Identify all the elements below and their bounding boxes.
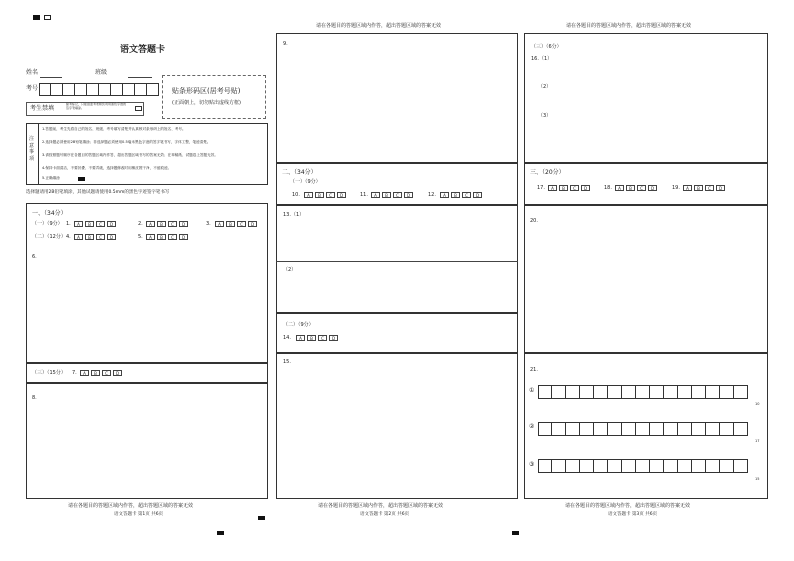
q14-options[interactable]: A B C D <box>296 335 340 342</box>
section2-title: 二、（34分） <box>282 169 317 176</box>
col2-sub2-title: （二）（9分） <box>283 322 314 328</box>
q21b-label: ② <box>529 423 535 430</box>
q19-label: 19. <box>672 185 680 191</box>
barcode-title: 贴条形码区(居考号贴) <box>172 87 241 95</box>
q10-options[interactable]: A B C D <box>304 192 348 199</box>
q11-options[interactable]: A B C D <box>371 192 415 199</box>
q9-label: 9. <box>283 41 288 47</box>
notice-item-4: 4.保持卡面清洁，不要折叠、不要弄破，选择题修改时用橡皮擦干净，不留痕迹。 <box>42 166 172 170</box>
col3-sub3-title: （三）（6分） <box>531 44 562 50</box>
notice-divider <box>38 123 39 185</box>
q9-box <box>276 33 518 163</box>
notice-label: 注意事项 <box>29 136 35 162</box>
name-label: 姓名 <box>26 69 39 76</box>
q21c-label: ③ <box>529 461 535 468</box>
barcode-note: (正面朝上，切勿贴出虚线方框) <box>172 100 241 106</box>
q12-options[interactable]: A B C D <box>440 192 484 199</box>
q4-options[interactable]: A B C D <box>74 234 118 241</box>
sub2-title: （二）（12分） <box>32 234 66 240</box>
q21b-count: 17 <box>755 439 760 443</box>
positioning-mark-bottom-2 <box>217 531 224 535</box>
q13-label: 13.（1） <box>283 212 305 218</box>
absent-label: 考生禁填 <box>30 105 55 112</box>
col2-page: 语文答题卡 第2页 共6页 <box>360 512 410 517</box>
col2-footer: 请在各题目的答题区域内作答，超出答题区域的答案无效 <box>318 503 444 509</box>
section1-title: 一、（34分） <box>32 210 67 217</box>
q20-label: 20. <box>530 218 538 224</box>
q8-label: 8. <box>32 395 37 401</box>
q17-label: 17. <box>537 185 545 191</box>
positioning-mark-bottom-1 <box>258 516 265 520</box>
sub3-title: （三）（15分） <box>32 370 66 376</box>
q21a-grid[interactable] <box>538 385 748 399</box>
q21b-grid[interactable] <box>538 422 748 436</box>
q2-label: 2. <box>138 221 143 227</box>
q16c-label: （3） <box>538 113 552 119</box>
q14-box <box>276 313 518 353</box>
notice-item-2: 2.选择题必须使用2B铅笔填涂；非选择题必须使用0.5毫米黑色字迹的签字笔书写，字体工整，笔迹清楚。 <box>42 140 211 144</box>
q15-label: 15. <box>283 359 291 365</box>
notice-item-3: 3.请按照题号顺序在各题目的答题区域内作答，超出答题区域书写的答案无效；在草稿纸、试题卷上答题无效。 <box>42 153 218 157</box>
q18-options[interactable]: A B C D <box>615 185 659 192</box>
q1-label: 1. <box>66 221 71 227</box>
positioning-mark <box>33 15 40 20</box>
q18-label: 18. <box>604 185 612 191</box>
q21-label: 21. <box>530 367 538 373</box>
q8-box <box>26 383 268 499</box>
q21a-label: ① <box>529 387 535 394</box>
q6-label: 6. <box>32 254 37 260</box>
col2-header: 请在各题目的答题区域内作答，超出答题区域的答案无效 <box>316 23 442 29</box>
q10-label: 10. <box>292 192 300 198</box>
q13b-label: （2） <box>283 267 297 273</box>
notice-item-1: 1.答题前，考生先将自己的姓名、班级、考号填写清楚并认真核对条形码上的姓名、考号。 <box>42 127 186 131</box>
id-boxes[interactable] <box>39 83 159 96</box>
q7-label: 7. <box>72 370 77 376</box>
q21a-count: 10 <box>755 402 760 406</box>
q13-divider <box>276 261 518 262</box>
q16-box <box>524 33 768 163</box>
q13-box <box>276 205 518 313</box>
class-label: 班级 <box>95 69 108 76</box>
q16b-label: （2） <box>538 84 552 90</box>
col3-page: 语文答题卡 第3页 共6页 <box>608 512 658 517</box>
notice-item-5: 5.正确填涂 <box>42 176 60 180</box>
absent-note: 缺考标记，只能由监考老师负责用黑色字迹的签字笔填涂。 <box>66 102 127 110</box>
col2-sub1-title: （一）（9分） <box>290 179 321 185</box>
instruction: 选择题请用2B铅笔填涂，其他试题请使用0.5mm的黑色字迹签字笔书写 <box>26 190 170 195</box>
col1-page: 语文答题卡 第1页 共6页 <box>114 512 164 517</box>
filled-sample <box>78 177 85 181</box>
q7-options[interactable]: A B C D <box>80 370 124 377</box>
q16-label: 16.（1） <box>531 56 553 62</box>
q19-options[interactable]: A B C D <box>683 185 727 192</box>
col3-footer: 请在各题目的答题区域内作答，超出答题区域的答案无效 <box>565 503 691 509</box>
q5-options[interactable]: A B C D <box>146 234 190 241</box>
q17-options[interactable]: A B C D <box>548 185 592 192</box>
section3-title: 三、（20分） <box>530 169 565 176</box>
col1-footer: 请在各题目的答题区域内作答，超出答题区域的答案无效 <box>68 503 194 509</box>
id-label: 考号 <box>26 85 39 92</box>
sub1-title: （一）（9分） <box>32 221 63 227</box>
q20-box <box>524 205 768 353</box>
col3-header: 请在各题目的答题区域内作答，超出答题区域的答案无效 <box>566 23 692 29</box>
q12-label: 12. <box>428 192 436 198</box>
q2-options[interactable]: A B C D <box>146 221 190 228</box>
sheet-title: 语文答题卡 <box>120 45 166 55</box>
q11-label: 11. <box>360 192 368 198</box>
name-line <box>40 77 62 78</box>
q3-options[interactable]: A B C D <box>215 221 259 228</box>
q1-options[interactable]: A B C D <box>74 221 118 228</box>
q5-label: 5. <box>138 234 143 240</box>
positioning-mark-bottom-3 <box>512 531 519 535</box>
q3-label: 3. <box>206 221 211 227</box>
class-line <box>128 77 152 78</box>
q4-label: 4. <box>66 234 71 240</box>
positioning-mark-outline <box>44 15 51 20</box>
q14-label: 14. <box>283 335 291 341</box>
q21c-grid[interactable] <box>538 459 748 473</box>
q21c-count: 15 <box>755 477 760 481</box>
barcode-area <box>162 75 266 119</box>
absent-checkbox[interactable] <box>135 106 142 111</box>
q15-box <box>276 353 518 499</box>
